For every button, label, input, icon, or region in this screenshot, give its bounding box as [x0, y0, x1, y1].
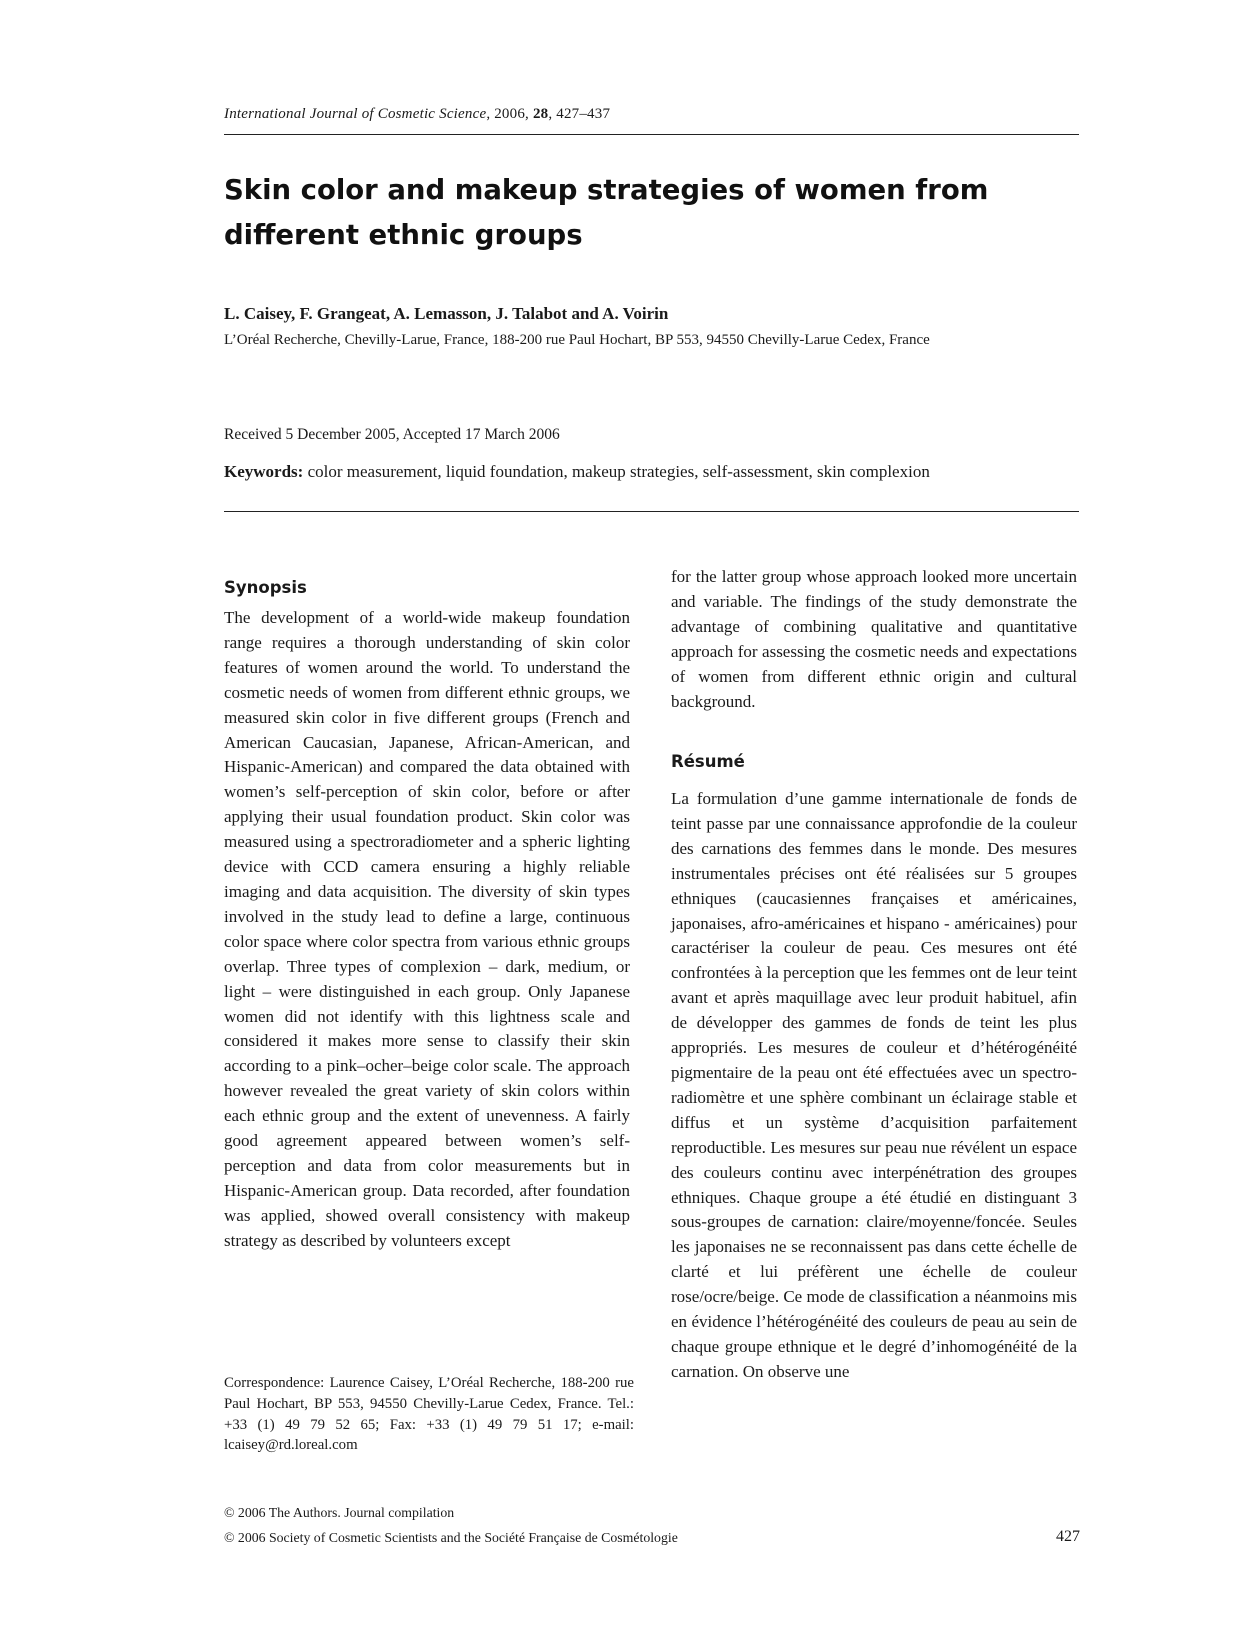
keywords-label: Keywords:: [224, 462, 304, 481]
copyright-society: © 2006 Society of Cosmetic Scientists and the Société Française de Cosmétologie: [224, 1530, 678, 1545]
synopsis-heading: Synopsis: [224, 578, 307, 597]
synopsis-text-right: for the latter group whose approach looked more uncertain and variable. The findings of the study demonstrate the advantage of combining qualitative and quantitative approach for assessing the cosmetic needs and expectations of women from different ethnic origin and cultural background.: [671, 567, 1077, 711]
received-dates: Received 5 December 2005, Accepted 17 March 2006: [224, 426, 560, 443]
synopsis-text-left: The development of a world-wide makeup foundation range requires a thorough understanding of skin color features of women around the world. To understand the cosmetic needs of women from different ethnic groups, we measured skin color in five different groups (French and American Caucasian, Japanese, African-American, and Hispanic-American) and compared the data obtained with women’s self-perception of skin color, before or after applying their usual foundation product. Skin color was measured using a spectroradiometer and a spheric lighting device with CCD camera ensuring a highly reliable imaging and data acquisition. The diversity of skin types involved in the study lead to define a large, continuous color space where color spectra from various ethnic groups overlap. Three types of complexion – dark, medium, or light – were distinguished in each group. Only Japanese women did not identify with this lightness scale and considered it makes more sense to classify their skin according to a pink–ocher–beige color scale. The approach however revealed the great variety of skin colors within each ethnic group and the extent of unevenness. A fairly good agreement appeared between women’s self-perception and data from color measurements but in Hispanic-American group. Data recorded, after foundation was applied, showed overall consistency with makeup strategy as described by volunteers except: [224, 608, 630, 1250]
header-rule: [224, 134, 1079, 135]
article-title: Skin color and makeup strategies of women from different ethnic groups: [224, 174, 989, 251]
journal-pages: , 427–437: [548, 106, 611, 122]
journal-volume: 28: [532, 106, 549, 122]
journal-name: International Journal of Cosmetic Science: [224, 106, 487, 122]
author-list: L. Caisey, F. Grangeat, A. Lemasson, J. Talabot and A. Voirin: [224, 304, 669, 323]
resume-column: [671, 787, 1077, 1385]
correspondence-note: Correspondence: Laurence Caisey, L’Oréal Recherche, 188-200 rue Paul Hochart, BP 553, 94550 Chevilly-Larue Cedex, France. Tel.: +33 (1) 49 79 52 65; Fax: +33 (1) 49 79 51 17; e-mail: lcaisey@rd.loreal.com: [224, 1375, 634, 1454]
journal-year: , 2006,: [486, 106, 533, 122]
keywords-list: color measurement, liquid foundation, makeup strategies, self-assessment, skin complexion: [303, 462, 930, 481]
resume-text: La formulation d’une gamme internationale de fonds de teint passe par une connaissance approfondie de la couleur des carnations des femmes dans le monde. Des mesures instrumentales précises ont été réalisées sur 5 groupes ethniques (caucasiennes françaises et américaines, japonaises, afro-américaines et hispano - américaines) pour caractériser la couleur de peau. Ces mesures ont été confrontées à la perception que les femmes ont de leur teint avant et après maquillage avec leur produit habituel, afin de développer des gammes de fonds de teint les plus appropriés. Les mesures de couleur et d’hétérogénéité pigmentaire de la peau ont été effectuées avec un spectro-radiomètre et une sphère combinant un éclairage stable et diffus et un système d’acquisition parfaitement reproductible. Les mesures sur peau nue révélent un espace des couleurs continu avec interpénétration des groupes ethniques. Chaque groupe a été étudié en distinguant 3 sous-groupes de carnation: claire/moyenne/foncée. Seules les japonaises ne se reconnaissent pas dans cette échelle de clarté et lui préfèrent une échelle de couleur rose/ocre/beige. Ce mode de classification a néanmoins mis en évidence l’hétérogénéité des couleurs de peau au sein de chaque groupe ethnique et le degré d’inhomogénéité de la carnation. On observe une: [671, 789, 1077, 1381]
keywords: [224, 462, 930, 482]
synopsis-column-right: [671, 565, 1077, 714]
running-head: [224, 106, 1079, 123]
affiliation: L’Oréal Recherche, Chevilly-Larue, France, 188-200 rue Paul Hochart, BP 553, 94550 Chevilly-Larue Cedex, France: [224, 332, 930, 348]
page-number: 427: [1056, 1528, 1080, 1545]
resume-heading: Résumé: [671, 752, 745, 771]
copyright-authors: © 2006 The Authors. Journal compilation: [224, 1505, 455, 1520]
synopsis-column-left: [224, 606, 630, 1254]
abstract-rule: [224, 511, 1079, 512]
